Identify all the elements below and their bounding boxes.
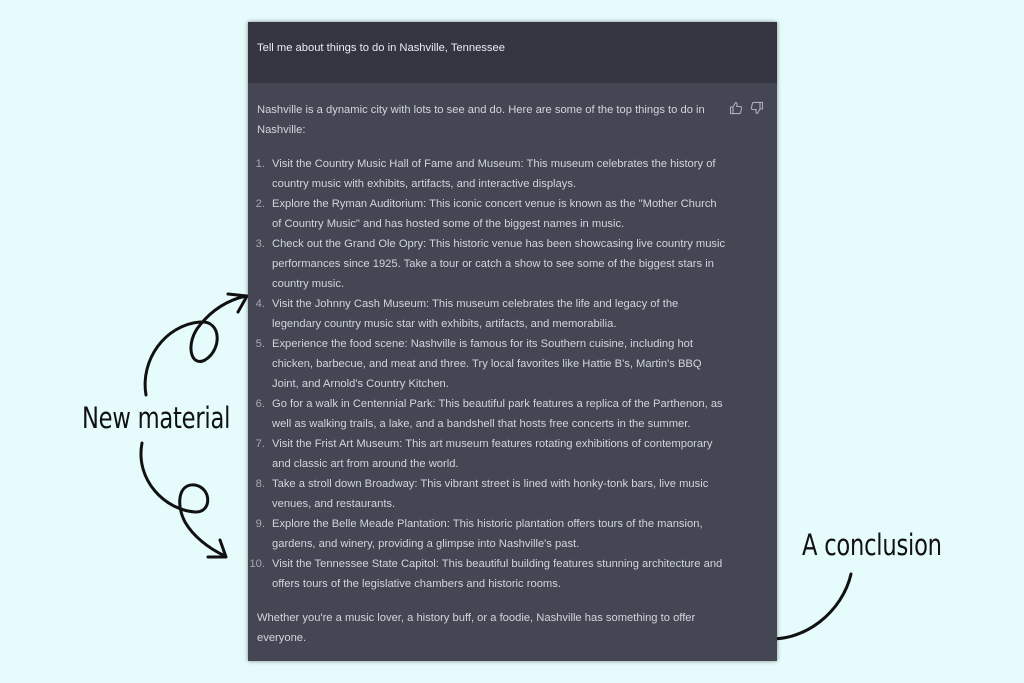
list-item: [249, 554, 727, 594]
thumbs-down-icon[interactable]: [750, 101, 764, 115]
response-intro: Nashville is a dynamic city with lots to see and do. Here are some of the top things to do in Nashville:: [257, 104, 705, 136]
list-item: [257, 514, 727, 554]
list-item-number: 8.: [255, 478, 265, 490]
list-item-number: 7.: [255, 438, 265, 450]
list-item: [257, 474, 727, 514]
user-prompt-row: [248, 22, 777, 83]
list-item-text: Explore the Ryman Auditorium: This iconic concert venue is known as the "Mother Church of Country Music" and has hosted some of the biggest names in music.: [272, 198, 717, 230]
list-item-text: Visit the Tennessee State Capitol: This beautiful building features stunning architecture and offers tours of the legislative chambers and historic rooms.: [272, 558, 723, 590]
arrowhead-list-start: [228, 294, 247, 312]
list-item-number: 9.: [255, 518, 265, 530]
list-item: [257, 394, 727, 434]
list-item-number: 1.: [255, 158, 265, 170]
list-item-number: 6.: [255, 398, 265, 410]
list-item-text: Visit the Frist Art Museum: This art museum features rotating exhibitions of contemporary and classic art from around the world.: [272, 438, 713, 470]
list-item-text: Go for a walk in Centennial Park: This beautiful park features a replica of the Parthenon, as well as walking trails, a lake, and a bandshell that hosts free concerts in the summer.: [272, 398, 723, 430]
list-item-number: 10.: [249, 558, 265, 570]
list-item-number: 4.: [255, 298, 265, 310]
annotation-new-material: New material: [82, 401, 231, 435]
list-item-text: Visit the Country Music Hall of Fame and Museum: This museum celebrates the history of country music with exhibits, artifacts, and interactive displays.: [272, 158, 716, 190]
response-list: [249, 154, 727, 594]
list-item: [257, 294, 727, 334]
response-conclusion: Whether you're a music lover, a history buff, or a foodie, Nashville has something to offer everyone.: [257, 612, 696, 644]
list-item: [257, 434, 727, 474]
list-item: [257, 334, 727, 394]
list-item-text: Take a stroll down Broadway: This vibrant street is lined with honky-tonk bars, live music venues, and restaurants.: [272, 478, 709, 510]
user-prompt-text: Tell me about things to do in Nashville, Tennessee: [257, 42, 505, 54]
assistant-response: [249, 100, 727, 648]
list-item-number: 3.: [255, 238, 265, 250]
list-item: [257, 234, 727, 294]
list-item: [257, 154, 727, 194]
list-item: [257, 194, 727, 234]
arrow-to-list-end: [141, 443, 225, 556]
list-item-text: Explore the Belle Meade Plantation: This historic plantation offers tours of the mansion, gardens, and winery, providing a glimpse into Nashville's past.: [272, 518, 703, 550]
list-item-number: 5.: [255, 338, 265, 350]
list-item-text: Visit the Johnny Cash Museum: This museum celebrates the life and legacy of the legendary country music star with exhibits, artifacts, and memorabilia.: [272, 298, 679, 330]
thumbs-up-icon[interactable]: [729, 101, 743, 115]
chat-panel: [248, 22, 777, 661]
list-item-text: Experience the food scene: Nashville is famous for its Southern cuisine, including hot chicken, barbecue, and meat and three. Try local favorites like Hattie B's, Martin's BBQ Joint, and Arnold's Country Kitchen.: [272, 338, 702, 390]
arrow-to-list-start: [145, 296, 246, 395]
list-item-number: 2.: [255, 198, 265, 210]
annotation-conclusion: A conclusion: [802, 528, 942, 562]
list-item-text: Check out the Grand Ole Opry: This historic venue has been showcasing live country music performances since 1925. Take a tour or catch a show to see some of the biggest stars in country music.: [272, 238, 726, 290]
